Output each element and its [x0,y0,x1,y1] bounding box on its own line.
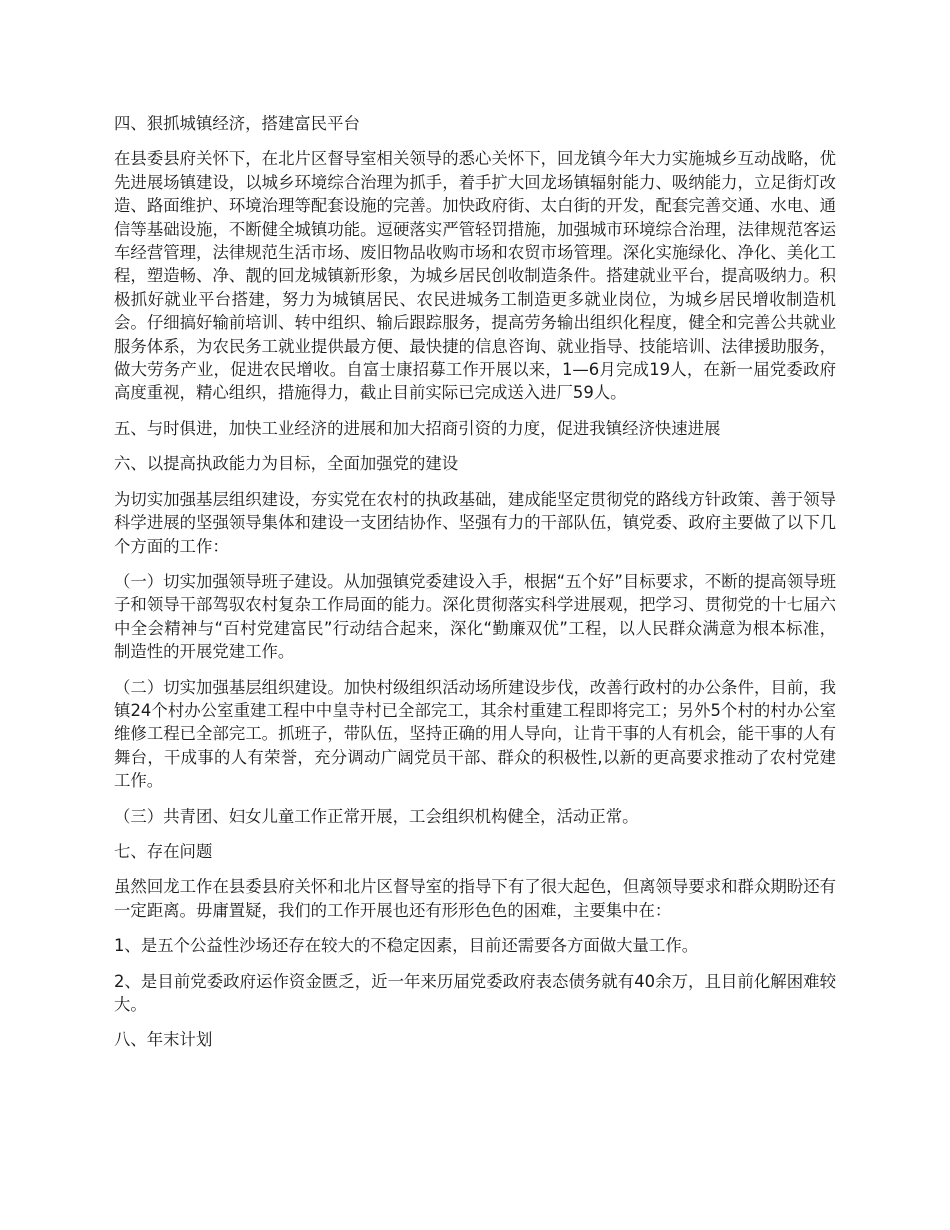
section-heading-8: 八、年末计划 [114,1030,213,1050]
paragraph-youth-women-work: （三）共青团、妇女儿童工作正常开展，工会组织机构健全，活动正常。 [114,806,639,826]
paragraph-leadership-building: （一）切实加强领导班子建设。从加强镇党委建设入手，根据“五个好”目标要求，不断的提高领导班子和领导干部驾驭农村复杂工作局面的能力。深化贯彻落实科学进展观，把学习、贯彻党的十七届六中全会精神与“百村党建富民”行动结合起来，深化“勤廉双优”工程，以人民群众满意为根本标准，制造性的开展党建工作。 [114,571,836,662]
paragraph-grassroots-building: （二）切实加强基层组织建设。加快村级组织活动场所建设步伐，改善行政村的办公条件，目前，我镇24个村办公室重建工程中中皇寺村已全部完工，其余村重建工程即将完工；另外5个村的村办公室维修工程已全部完工。抓班子，带队伍，坚持正确的用人导向，让肯干事的人有机会，能干事的人有舞台，干成事的人有荣誉，充分调动广阔党员干部、群众的积极性,以新的更高要求推动了农村党建工作。 [114,677,836,791]
section-heading-5: 五、与时俱进，加快工业经济的进展和加大招商引资的力度，促进我镇经济快速进展 [114,418,721,438]
section-heading-7: 七、存在问题 [114,841,213,861]
paragraph-problems-intro: 虽然回龙工作在县委县府关怀和北片区督导室的指导下有了很大起色，但离领导要求和群众期盼还有一定距离。毋庸置疑，我们的工作开展也还有形形色色的困难，主要集中在： [114,877,836,920]
list-item-problem-2: 2、是目前党委政府运作资金匮乏，近一年来历届党委政府表态债务就有40余万，且目前化解困难较大。 [114,971,836,1014]
list-item-problem-1: 1、是五个公益性沙场还存在较大的不稳定因素，目前还需要各方面做大量工作。 [114,936,699,956]
document-body [114,112,836,1064]
section-heading-4: 四、狠抓城镇经济，搭建富民平台 [114,114,360,133]
section-heading-6: 六、以提高执政能力为目标，全面加强党的建设 [114,454,459,474]
paragraph-party-building-intro: 为切实加强基层组织建设，夯实党在农村的执政基础，建成能坚定贯彻党的路线方针政策、善于领导科学进展的坚强领导集体和建设一支团结协作、坚强有力的干部队伍，镇党委、政府主要做了以下几个方面的工作： [114,489,836,556]
paragraph-town-economy: 在县委县府关怀下，在北片区督导室相关领导的悉心关怀下，回龙镇今年大力实施城乡互动战略，优先进展场镇建设，以城乡环境综合治理为抓手，着手扩大回龙场镇辐射能力、吸纳能力，立足街灯改造、路面维护、环境治理等配套设施的完善。加快政府街、太白街的开发，配套完善交通、水电、通信等基础设施，不断健全城镇功能。逗硬落实严管轻罚措施，加强城市环境综合治理，法律规范客运车经营管理，法律规范生活市场、废旧物品收购市场和农贸市场管理。深化实施绿化、净化、美化工程，塑造畅、净、靓的回龙城镇新形象，为城乡居民创收制造条件。搭建就业平台，提高吸纳力。积极抓好就业平台搭建，努力为城镇居民、农民进城务工制造更多就业岗位，为城乡居民增收制造机会。仔细搞好输前培训、转中组织、输后跟踪服务，提高劳务输出组织化程度，健全和完善公共就业服务体系，为农民务工就业提供最方便、最快捷的信息咨询、就业指导、技能培训、法律援助服务，做大劳务产业，促进农民增收。自富士康招募工作开展以来，1—6月完成19人，在新一届党委政府高度重视，精心组织，措施得力，截止目前实际已完成送入进厂59人。 [114,149,836,403]
